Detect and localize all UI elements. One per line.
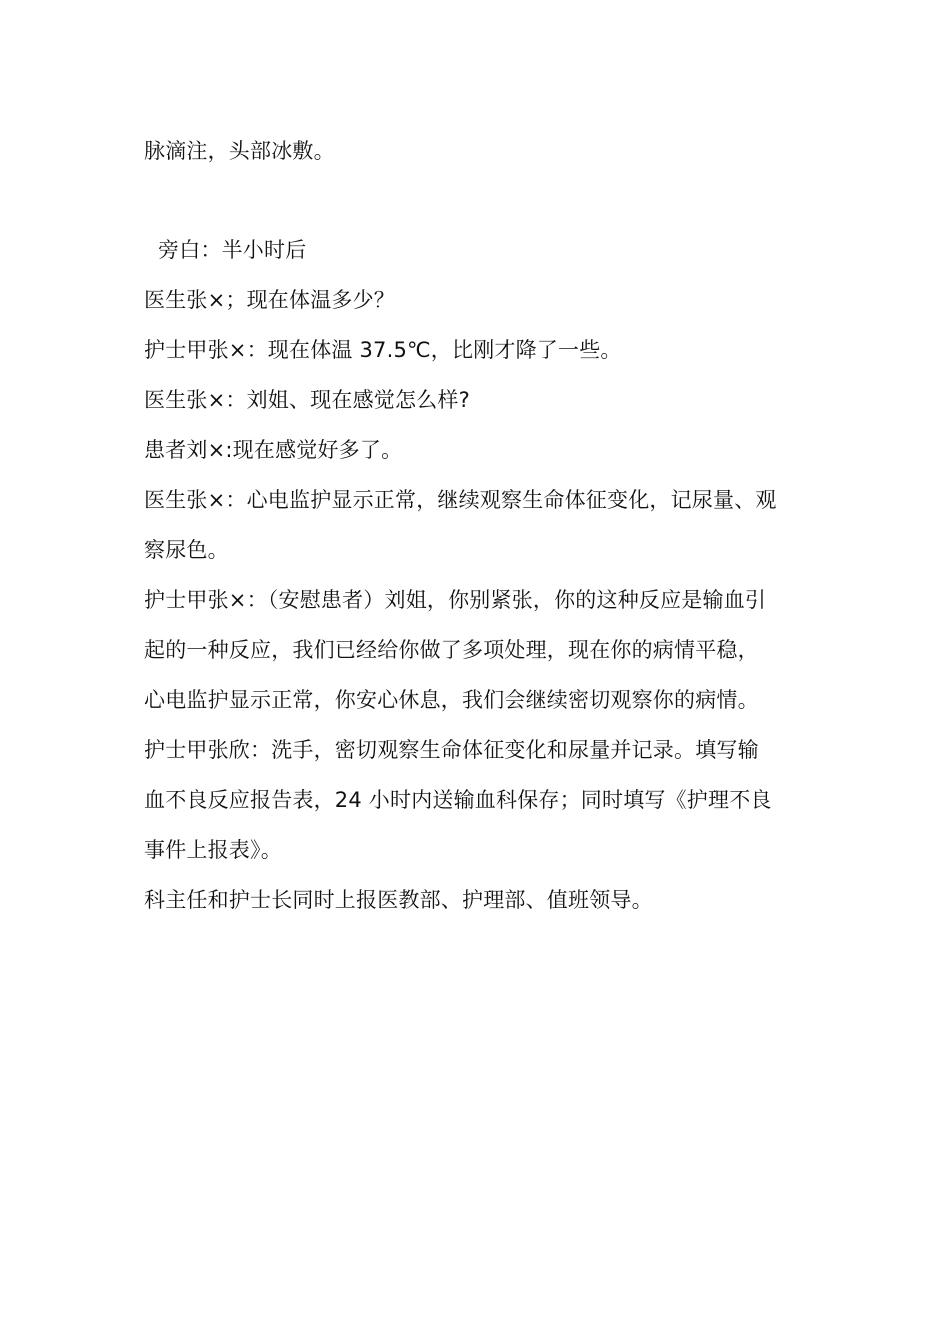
dialogue-line: 医生张×：心电监护显示正常，继续观察生命体征变化，记尿量、观 — [144, 488, 777, 512]
dialogue-line: 血不良反应报告表，24 小时内送输血科保存；同时填写《护理不良 — [144, 788, 772, 812]
text-line: 科主任和护士长同时上报医教部、护理部、值班领导。 — [144, 888, 653, 912]
dialogue-line: 护士甲张欣：洗手，密切观察生命体征变化和尿量并记录。填写输 — [144, 738, 759, 762]
dialogue-line: 医生张×；现在体温多少？ — [144, 288, 395, 312]
dialogue-line: 事件上报表》。 — [144, 838, 282, 862]
text-line: 脉滴注，头部冰敷。 — [144, 139, 335, 163]
dialogue-line: 医生张×：刘姐、现在感觉怎么样? — [144, 388, 470, 412]
dialogue-line: 心电监护显示正常，你安心休息，我们会继续密切观察你的病情。 — [144, 688, 759, 712]
dialogue-line: 察尿色。 — [144, 538, 229, 562]
dialogue-line: 患者刘×:现在感觉好多了。 — [144, 438, 403, 462]
dialogue-line: 起的一种反应，我们已经给你做了多项处理，现在你的病情平稳， — [144, 638, 759, 662]
narration-line: 旁白：半小时后 — [158, 238, 307, 262]
dialogue-line: 护士甲张×：现在体温 37.5℃，比刚才降了一些。 — [144, 338, 622, 362]
dialogue-line: 护士甲张×：（安慰患者）刘姐，你别紧张，你的这种反应是输血引 — [144, 588, 767, 612]
